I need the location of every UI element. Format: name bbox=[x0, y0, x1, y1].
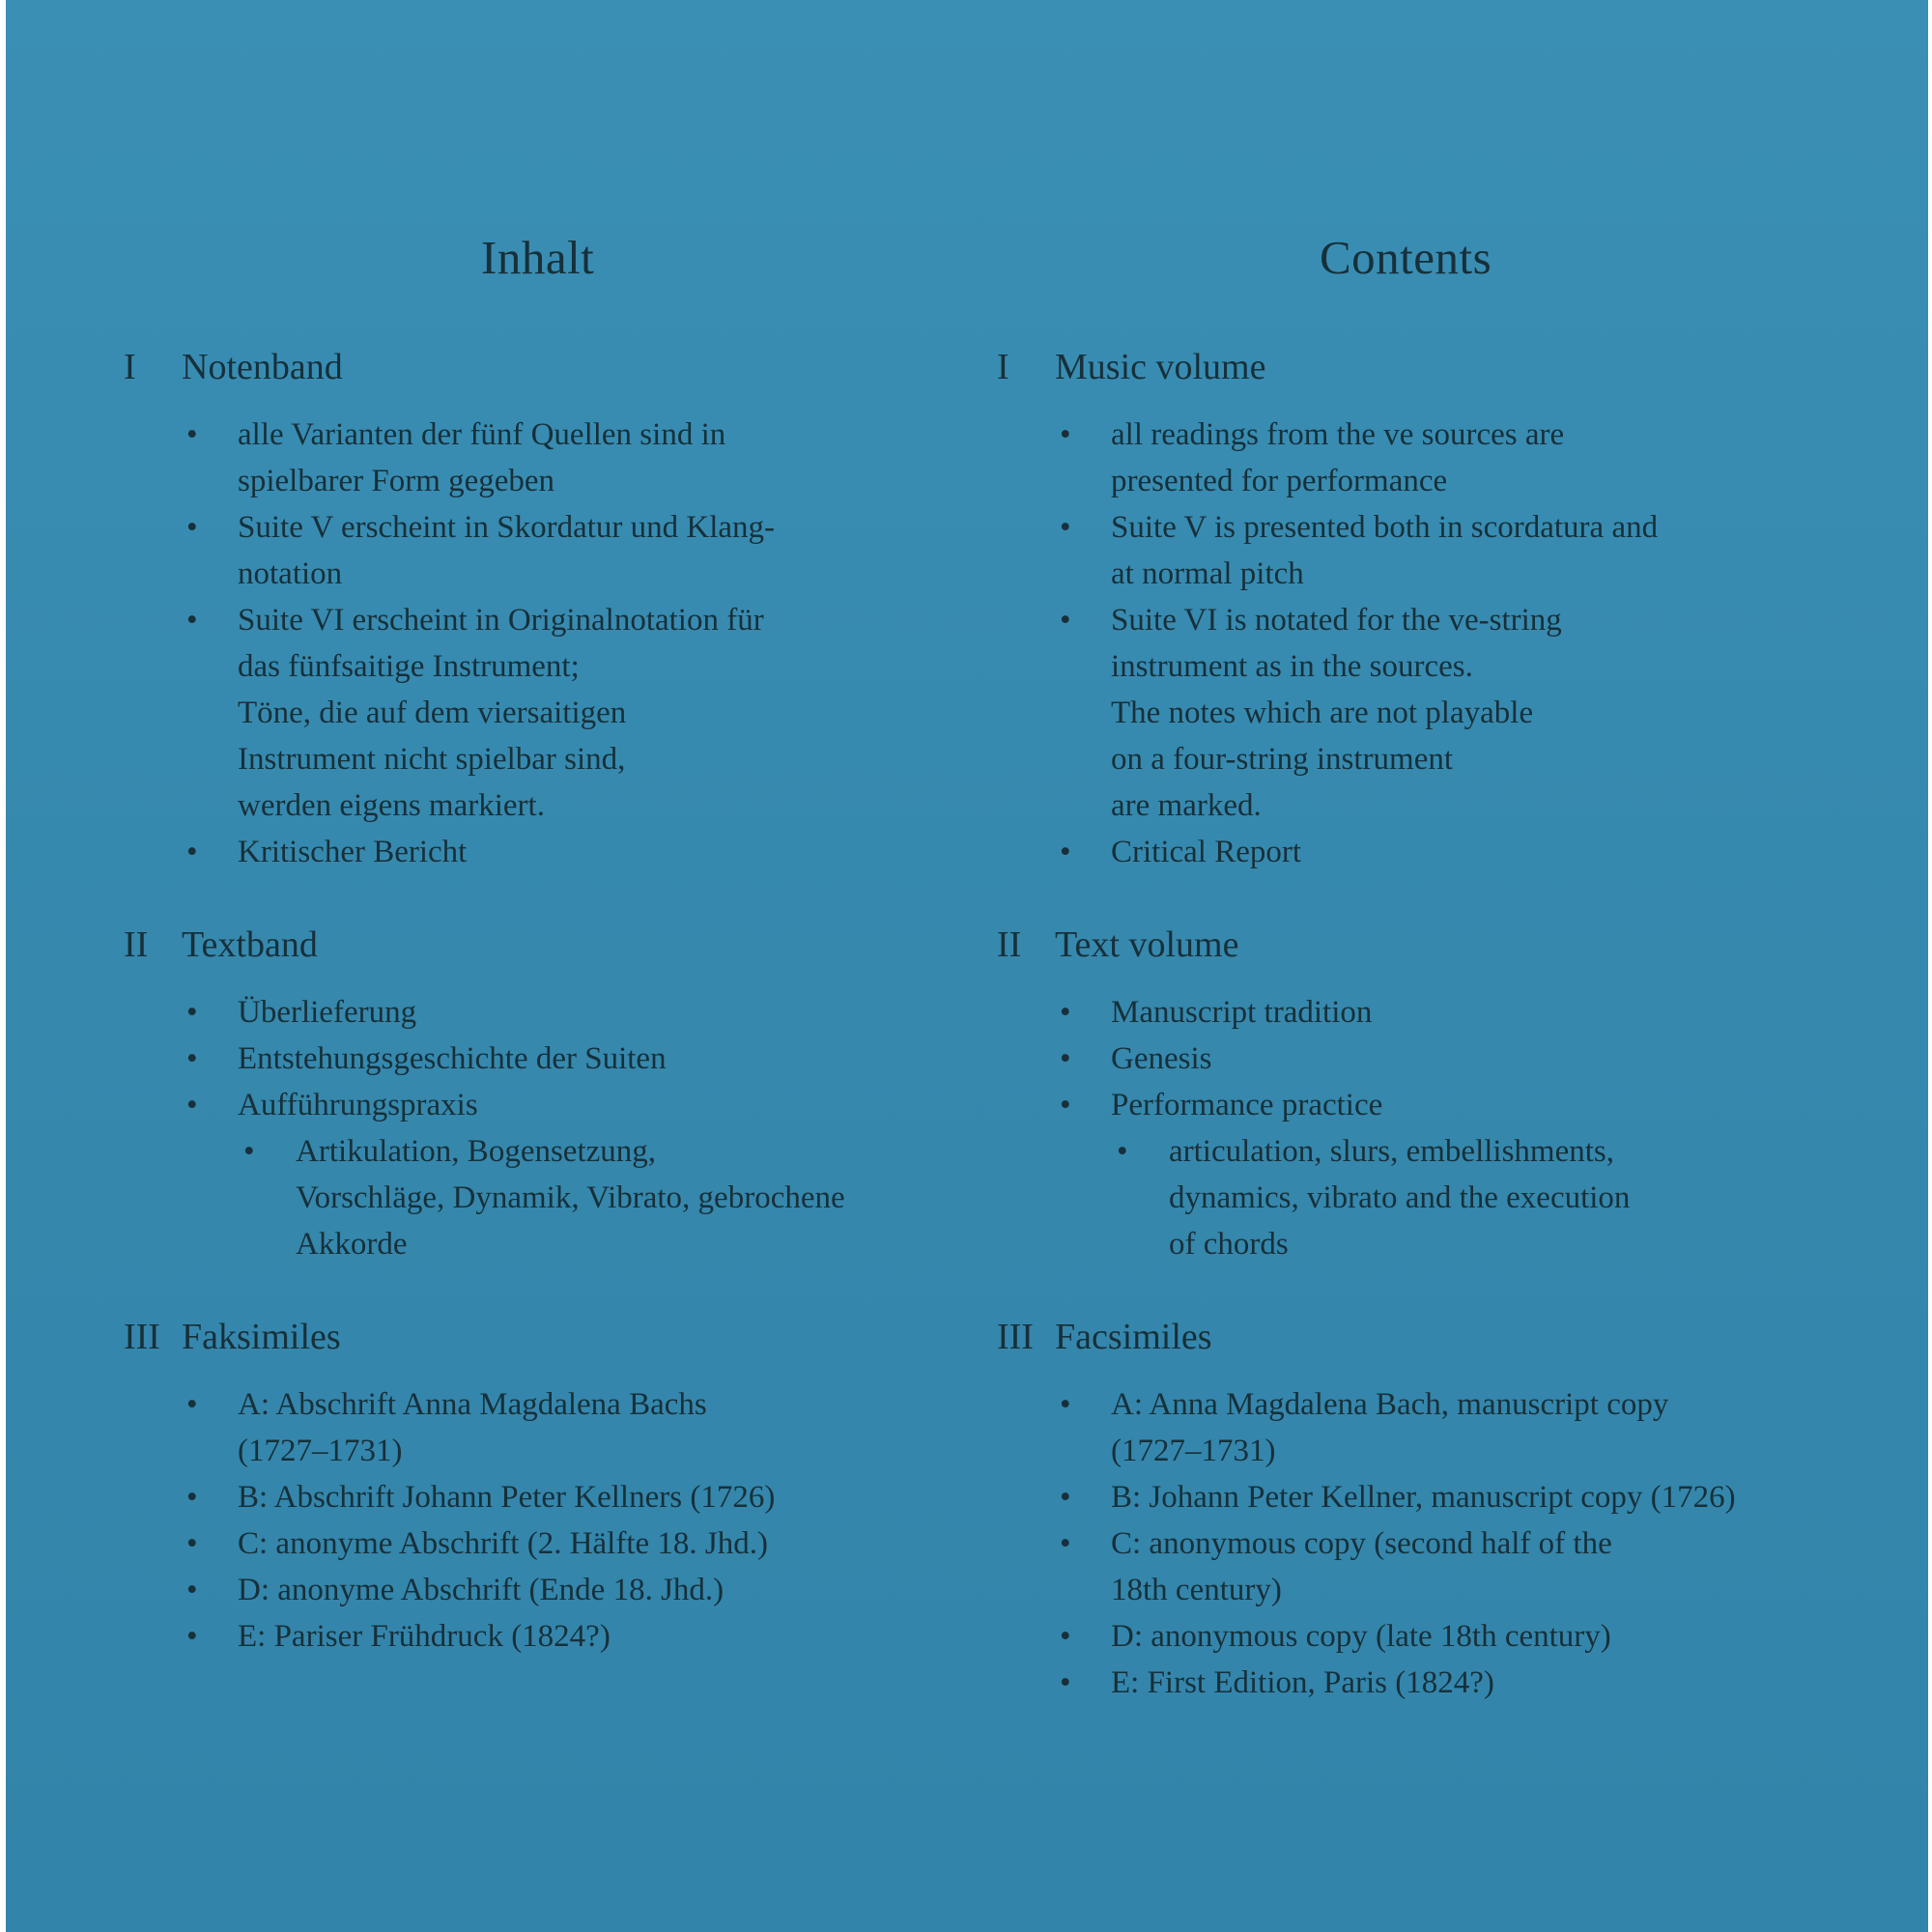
section-title: Notenband bbox=[182, 347, 343, 387]
item-text-line: alle Varianten der fünf Quellen sind in bbox=[238, 417, 726, 452]
bullet-icon: • bbox=[1060, 1665, 1071, 1700]
list-item bbox=[997, 412, 1886, 504]
list-item bbox=[124, 1474, 974, 1520]
section-title: Music volume bbox=[1055, 347, 1266, 387]
list-item bbox=[124, 1036, 974, 1082]
section-title: Facsimiles bbox=[1055, 1317, 1212, 1357]
list-item bbox=[997, 829, 1886, 875]
bullet-icon: • bbox=[186, 995, 198, 1030]
item-text-line: 18th century) bbox=[1111, 1573, 1282, 1607]
list-item bbox=[997, 504, 1886, 597]
section-number: III bbox=[124, 1317, 160, 1357]
sub-list bbox=[1111, 1128, 1886, 1267]
column-title: Contents bbox=[1320, 231, 1492, 284]
bullet-icon: • bbox=[186, 510, 198, 545]
item-text-line: dynamics, vibrato and the execution bbox=[1169, 1180, 1631, 1215]
section-heading bbox=[124, 923, 974, 970]
item-text-line: Suite VI is notated for the ve-string bbox=[1111, 603, 1562, 638]
bullet-icon: • bbox=[186, 1526, 198, 1561]
section-number: II bbox=[124, 924, 149, 965]
section bbox=[124, 1316, 974, 1660]
section-list bbox=[997, 1381, 1886, 1706]
list-item bbox=[997, 989, 1886, 1036]
section-number: III bbox=[997, 1317, 1034, 1357]
list-item bbox=[124, 829, 974, 875]
bullet-icon: • bbox=[186, 1041, 198, 1076]
item-text-line: C: anonyme Abschrift (2. Hälfte 18. Jhd.) bbox=[238, 1526, 768, 1561]
section-heading bbox=[124, 1316, 974, 1362]
sub-list-item bbox=[1111, 1128, 1886, 1267]
bullet-icon: • bbox=[1060, 995, 1071, 1030]
item-text-line: A: Abschrift Anna Magdalena Bachs bbox=[238, 1387, 707, 1422]
section-heading bbox=[124, 346, 974, 392]
item-text-line: Performance practice bbox=[1111, 1088, 1383, 1122]
item-text-line: (1727–1731) bbox=[1111, 1434, 1276, 1468]
list-item bbox=[997, 597, 1886, 829]
bullet-icon: • bbox=[186, 1573, 198, 1607]
section-title: Textband bbox=[182, 924, 318, 965]
bullet-icon: • bbox=[1060, 1619, 1071, 1654]
section-list bbox=[124, 412, 974, 875]
list-item bbox=[124, 1381, 974, 1474]
item-text-line: E: Pariser Frühdruck (1824?) bbox=[238, 1619, 611, 1654]
section bbox=[997, 346, 1886, 875]
section bbox=[124, 346, 974, 875]
bullet-icon: • bbox=[186, 1387, 198, 1422]
item-text-line: The notes which are not playable bbox=[1111, 696, 1534, 730]
bullet-icon: • bbox=[1060, 417, 1071, 452]
section-list bbox=[124, 1381, 974, 1660]
section-list bbox=[124, 989, 974, 1267]
item-text-line: Suite V erscheint in Skordatur und Klang- bbox=[238, 510, 776, 545]
item-text-line: D: anonyme Abschrift (Ende 18. Jhd.) bbox=[238, 1573, 724, 1607]
list-item bbox=[997, 1520, 1886, 1613]
item-text-line: instrument as in the sources. bbox=[1111, 649, 1473, 684]
sub-list-item bbox=[238, 1128, 974, 1267]
bullet-icon: • bbox=[186, 603, 198, 638]
item-text-line: Critical Report bbox=[1111, 835, 1302, 869]
list-item bbox=[124, 504, 974, 597]
list-item bbox=[124, 412, 974, 504]
section bbox=[997, 1316, 1886, 1706]
item-text-line: E: First Edition, Paris (1824?) bbox=[1111, 1665, 1494, 1700]
bullet-icon: • bbox=[1060, 1041, 1071, 1076]
list-item bbox=[124, 1082, 974, 1267]
item-text-line: all readings from the ve sources are bbox=[1111, 417, 1565, 452]
item-text-line: Töne, die auf dem viersaitigen bbox=[238, 696, 627, 730]
item-text-line: A: Anna Magdalena Bach, manuscript copy bbox=[1111, 1387, 1669, 1422]
bullet-icon: • bbox=[1060, 1088, 1071, 1122]
bullet-icon: • bbox=[186, 417, 198, 452]
bullet-icon: • bbox=[1060, 1526, 1071, 1561]
bullet-icon: • bbox=[1060, 835, 1071, 869]
item-text-line: werden eigens markiert. bbox=[238, 788, 545, 823]
section-number: I bbox=[124, 347, 136, 387]
list-item bbox=[124, 1613, 974, 1660]
page bbox=[6, 0, 1928, 1932]
list-item bbox=[124, 1520, 974, 1567]
section-title: Faksimiles bbox=[182, 1317, 341, 1357]
bullet-icon: • bbox=[1060, 1387, 1071, 1422]
list-item bbox=[124, 989, 974, 1036]
item-text-line: Genesis bbox=[1111, 1041, 1212, 1076]
item-text-line: notation bbox=[238, 556, 343, 591]
item-text-line: das fünfsaitige Instrument; bbox=[238, 649, 580, 684]
item-text-line: Entstehungsgeschichte der Suiten bbox=[238, 1041, 667, 1076]
item-text-line: at normal pitch bbox=[1111, 556, 1304, 591]
item-text-line: Suite VI erscheint in Originalnotation für bbox=[238, 603, 764, 638]
item-text-line: Kritischer Bericht bbox=[238, 835, 468, 869]
item-text-line: Artikulation, Bogensetzung, bbox=[296, 1134, 657, 1169]
item-text-line: Instrument nicht spielbar sind, bbox=[238, 742, 626, 777]
item-text-line: B: Abschrift Johann Peter Kellners (1726) bbox=[238, 1480, 776, 1515]
bullet-icon: • bbox=[186, 1619, 198, 1654]
list-item bbox=[997, 1613, 1886, 1660]
item-text-line: Vorschläge, Dynamik, Vibrato, gebrochene bbox=[296, 1180, 845, 1215]
item-text-line: presented for performance bbox=[1111, 464, 1448, 498]
list-item bbox=[997, 1036, 1886, 1082]
item-text-line: on a four-string instrument bbox=[1111, 742, 1454, 777]
list-item bbox=[997, 1082, 1886, 1267]
item-text-line: Aufführungspraxis bbox=[238, 1088, 478, 1122]
bullet-icon: • bbox=[243, 1134, 255, 1169]
bullet-icon: • bbox=[186, 1480, 198, 1515]
item-text-line: (1727–1731) bbox=[238, 1434, 403, 1468]
item-text-line: spielbarer Form gegeben bbox=[238, 464, 555, 498]
item-text-line: Akkorde bbox=[296, 1227, 408, 1262]
bullet-icon: • bbox=[1060, 603, 1071, 638]
item-text-line: C: anonymous copy (second half of the bbox=[1111, 1526, 1612, 1561]
column-title: Inhalt bbox=[481, 231, 595, 284]
section-heading bbox=[997, 1316, 1886, 1362]
sub-list bbox=[238, 1128, 974, 1267]
item-text-line: of chords bbox=[1169, 1227, 1289, 1262]
section bbox=[124, 923, 974, 1267]
item-text-line: D: anonymous copy (late 18th century) bbox=[1111, 1619, 1611, 1654]
section-heading bbox=[997, 346, 1886, 392]
list-item bbox=[124, 597, 974, 829]
section-title: Text volume bbox=[1055, 924, 1239, 965]
bullet-icon: • bbox=[186, 1088, 198, 1122]
bullet-icon: • bbox=[1117, 1134, 1128, 1169]
bullet-icon: • bbox=[1060, 510, 1071, 545]
list-item bbox=[997, 1474, 1886, 1520]
list-item bbox=[997, 1381, 1886, 1474]
section-heading bbox=[997, 923, 1886, 970]
item-text-line: articulation, slurs, embellishments, bbox=[1169, 1134, 1615, 1169]
section-list bbox=[997, 989, 1886, 1267]
list-item bbox=[997, 1660, 1886, 1706]
bullet-icon: • bbox=[186, 835, 198, 869]
item-text-line: Manuscript tradition bbox=[1111, 995, 1373, 1030]
item-text-line: Überlieferung bbox=[238, 995, 417, 1030]
section-list bbox=[997, 412, 1886, 875]
section bbox=[997, 923, 1886, 1267]
item-text-line: Suite V is presented both in scordatura and bbox=[1111, 510, 1659, 545]
item-text-line: are marked. bbox=[1111, 788, 1262, 823]
item-text-line: B: Johann Peter Kellner, manuscript copy (1726) bbox=[1111, 1480, 1736, 1515]
list-item bbox=[124, 1567, 974, 1613]
section-number: II bbox=[997, 924, 1022, 965]
bullet-icon: • bbox=[1060, 1480, 1071, 1515]
section-number: I bbox=[997, 347, 1009, 387]
